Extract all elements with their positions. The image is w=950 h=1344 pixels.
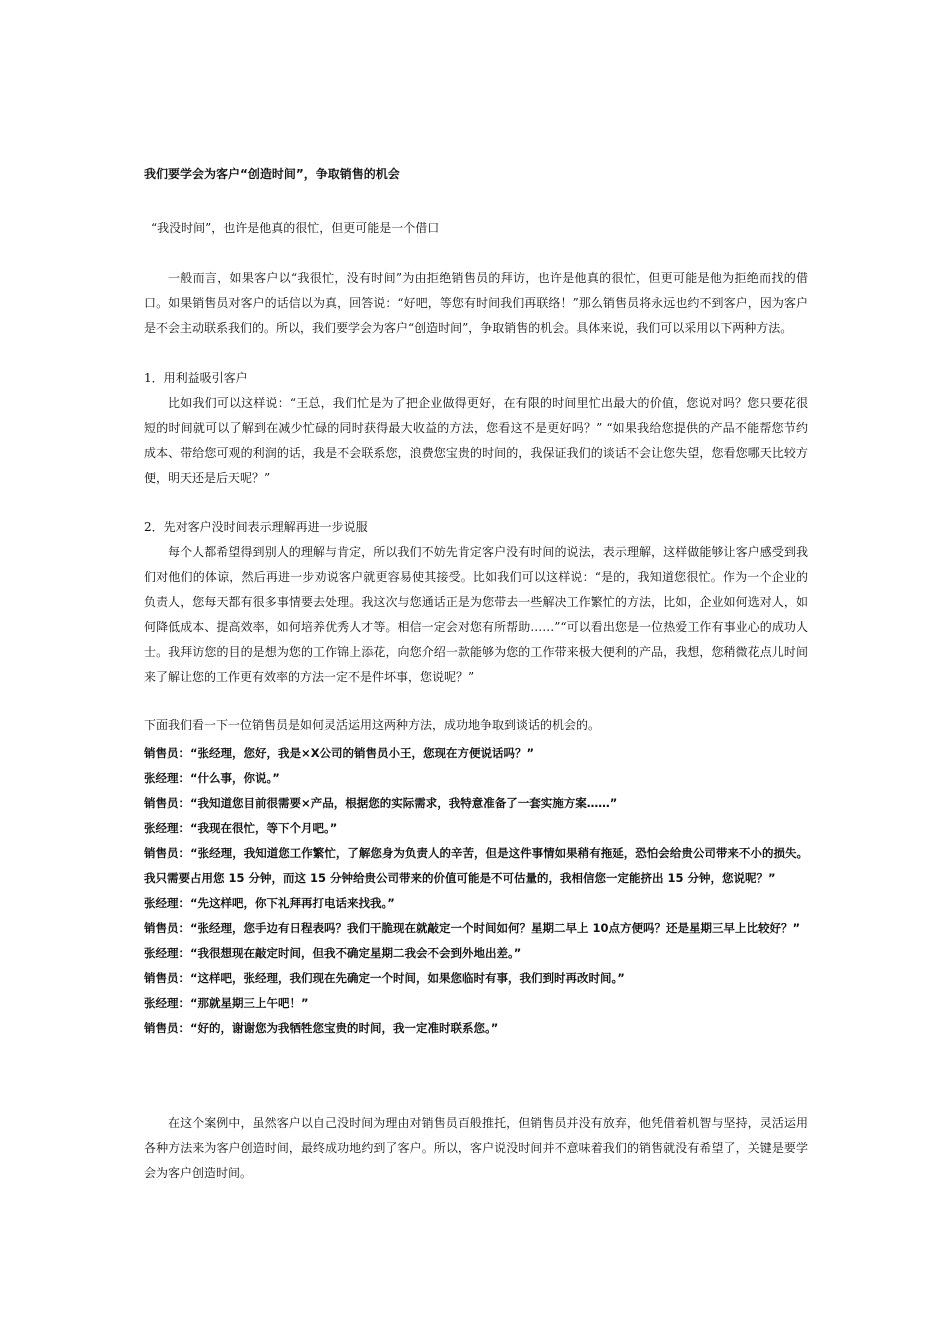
dialogue-line: 销售员：“好的，谢谢您为我牺牲您宝贵的时间，我一定准时联系您。” — [144, 1021, 499, 1035]
dialogue-line: 销售员：“这样吧，张经理，我们现在先确定一个时间，如果您临时有事，我们到时再改时间。” — [144, 971, 625, 985]
dialogue-line: 销售员：“张经理，您手边有日程表吗？我们干脆现在就敲定一个时间如何？星期二早上 10点方便吗？还是星期三早上比较好？” — [144, 921, 801, 935]
method-2-heading: 2．先对客户没时间表示理解再进一步说服 — [144, 520, 368, 534]
dialogue-line: 张经理：“先这样吧，你下礼拜再打电话来找我。” — [144, 896, 395, 910]
document-title: 我们要学会为客户“创造时间”，争取销售的机会 — [144, 167, 400, 181]
dialogue-line: 张经理：“我很想现在敲定时间，但我不确定星期二我会不会到外地出差。” — [144, 946, 522, 960]
method-1-heading: 1．用利益吸引客户 — [144, 371, 248, 385]
case-intro: 下面我们看一下一位销售员是如何灵活运用这两种方法，成功地争取到谈话的机会的。 — [144, 718, 601, 732]
document-subtitle: “我没时间”，也许是他真的很忙，但更可能是一个借口 — [151, 221, 440, 235]
dialogue-line: 销售员：“我知道您目前很需要×产品，根据您的实际需求，我特意准备了一套实施方案……” — [144, 796, 618, 810]
dialogue-line: 张经理：“那就星期三上午吧！” — [144, 996, 309, 1010]
dialogue-line: 张经理：“我现在很忙，等下个月吧。” — [144, 821, 338, 835]
dialogue-line: 销售员：“张经理，我知道您工作繁忙，了解您身为负责人的辛苦，但是这件事情如果稍有拖延，恐怕会给贵公司带来不小的损失。我只需要占用您 15 分钟，而这 15 分钟给贵公司带来的价值可能是不可估量的，我相信您一定能挤出 15 分钟，您说呢？” — [144, 846, 808, 885]
dialogue-line: 销售员：“张经理，您好，我是×X公司的销售员小王，您现在方便说话吗？” — [144, 746, 535, 760]
method-2-body: 每个人都希望得到别人的理解与肯定，所以我们不妨先肯定客户没有时间的说法，表示理解，这样做能够让客户感受到我们对他们的体谅，然后再进一步劝说客户就更容易使其接受。比如我们可以这样说：“是的，我知道您很忙。作为一个企业的负责人，您每天都有很多事情要去处理。我这次与您通话正是为您带去一些解决工作繁忙的方法，比如，企业如何选对人，如何降低成本、提高效率，如何培养优秀人才等。相信一定会对您有所帮助……”“可以看出您是一位热爱工作有事业心的成功人士。我拜访您的目的是想为您的工作锦上添花，向您介绍一款能够为您的工作带来极大便利的产品，我想，您稍微花点儿时间来了解让您的工作更有效率的方法一定不是件坏事，您说呢？” — [144, 545, 808, 684]
dialogue-list — [144, 741, 808, 1041]
conclusion-paragraph: 在这个案例中，虽然客户以自己没时间为理由对销售员百般推托，但销售员并没有放弃，他凭借着机智与坚持，灵活运用各种方法来为客户创造时间，最终成功地约到了客户。所以，客户说没时间并不意味着我们的销售就没有希望了，关键是要学会为客户创造时间。 — [144, 1116, 808, 1180]
method-1-body: 比如我们可以这样说：“王总，我们忙是为了把企业做得更好，在有限的时间里忙出最大的价值，您说对吗？您只要花很短的时间就可以了解到在减少忙碌的同时获得最大收益的方法，您看这不是更好吗？” “如果我给您提供的产品不能帮您节约成本、带给您可观的利润的话，我是不会联系您，浪费您宝贵的时间的，我保证我们的谈话不会让您失望，您看您哪天比较方便，明天还是后天呢？” — [144, 396, 808, 485]
dialogue-line: 张经理：“什么事，你说。” — [144, 771, 280, 785]
intro-paragraph: 一般而言，如果客户以“我很忙，没有时间”为由拒绝销售员的拜访，也许是他真的很忙，但更可能是他为拒绝而找的借口。如果销售员对客户的话信以为真，回答说：“好吧，等您有时间我们再联络！”那么销售员将永远也约不到客户，因为客户是不会主动联系我们的。所以，我们要学会为客户“创造时间”，争取销售的机会。具体来说，我们可以采用以下两种方法。 — [144, 271, 808, 335]
